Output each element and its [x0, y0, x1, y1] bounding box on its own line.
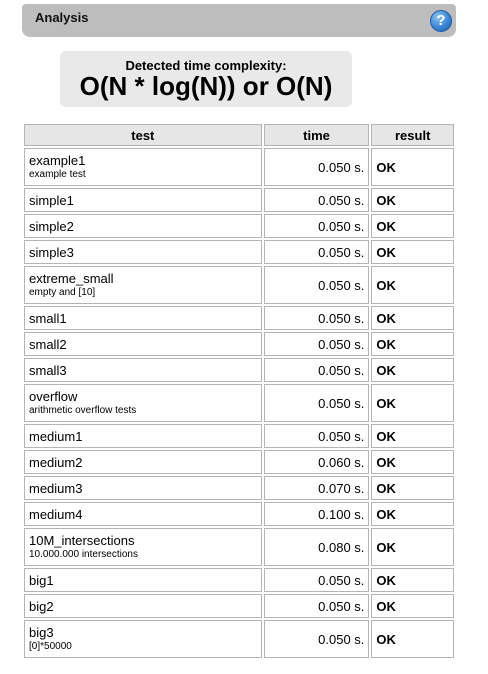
- result-cell: OK: [371, 384, 454, 422]
- time-cell: 0.050 s.: [264, 424, 370, 448]
- time-cell: 0.080 s.: [264, 528, 370, 566]
- complexity-box: [60, 51, 352, 107]
- test-cell: [24, 424, 262, 448]
- test-name: big3: [29, 624, 54, 640]
- result-cell: OK: [371, 594, 454, 618]
- time-cell: 0.050 s.: [264, 384, 370, 422]
- table-row: [24, 148, 454, 186]
- column-header-result: result: [371, 124, 454, 146]
- column-header-test: test: [24, 124, 262, 146]
- panel-title: Analysis: [35, 10, 89, 25]
- table-row: [24, 188, 454, 212]
- time-cell: 0.050 s.: [264, 306, 370, 330]
- table-row: [24, 424, 454, 448]
- table-row: [24, 240, 454, 264]
- test-name: simple2: [29, 218, 74, 234]
- test-cell: [24, 332, 262, 356]
- test-cell: [24, 594, 262, 618]
- result-cell: OK: [371, 502, 454, 526]
- test-description: arithmetic overflow tests: [29, 404, 137, 416]
- test-cell: [24, 214, 262, 238]
- test-name: big2: [29, 598, 54, 614]
- time-cell: 0.060 s.: [264, 450, 370, 474]
- result-cell: OK: [371, 332, 454, 356]
- complexity-label: Detected time complexity:: [125, 58, 287, 73]
- result-cell: OK: [371, 306, 454, 330]
- time-cell: 0.050 s.: [264, 214, 370, 238]
- test-name: 10M_intersections: [29, 532, 135, 548]
- help-icon[interactable]: ?: [430, 10, 452, 32]
- test-name: simple3: [29, 244, 74, 260]
- table-row: [24, 594, 454, 618]
- test-cell: [24, 476, 262, 500]
- test-cell: [24, 240, 262, 264]
- table-row: [24, 502, 454, 526]
- test-cell: [24, 502, 262, 526]
- test-name: medium4: [29, 506, 83, 522]
- test-cell: [24, 568, 262, 592]
- time-cell: 0.100 s.: [264, 502, 370, 526]
- time-cell: 0.050 s.: [264, 568, 370, 592]
- table-row: [24, 306, 454, 330]
- test-cell: [24, 528, 262, 566]
- table-row: [24, 384, 454, 422]
- results-table: [22, 122, 456, 660]
- time-cell: 0.050 s.: [264, 240, 370, 264]
- test-name: overflow: [29, 388, 78, 404]
- result-cell: OK: [371, 214, 454, 238]
- result-cell: OK: [371, 568, 454, 592]
- test-description: 10.000.000 intersections: [29, 548, 138, 560]
- result-cell: OK: [371, 188, 454, 212]
- table-row: [24, 450, 454, 474]
- result-cell: OK: [371, 450, 454, 474]
- complexity-value: O(N * log(N)) or O(N): [79, 71, 333, 101]
- time-cell: 0.050 s.: [264, 266, 370, 304]
- test-name: big1: [29, 572, 54, 588]
- table-row: [24, 266, 454, 304]
- test-name: medium3: [29, 480, 83, 496]
- test-description: example test: [29, 168, 86, 180]
- time-cell: 0.050 s.: [264, 620, 370, 658]
- analysis-header: [22, 4, 456, 37]
- result-cell: OK: [371, 476, 454, 500]
- table-row: [24, 358, 454, 382]
- test-cell: [24, 148, 262, 186]
- time-cell: 0.050 s.: [264, 332, 370, 356]
- result-cell: OK: [371, 358, 454, 382]
- result-cell: OK: [371, 148, 454, 186]
- result-cell: OK: [371, 528, 454, 566]
- table-row: [24, 528, 454, 566]
- test-cell: [24, 358, 262, 382]
- table-row: [24, 476, 454, 500]
- table-row: [24, 620, 454, 658]
- test-description: empty and [10]: [29, 286, 96, 298]
- test-name: small3: [29, 362, 67, 378]
- column-header-time: time: [264, 124, 370, 146]
- table-row: [24, 332, 454, 356]
- test-cell: [24, 384, 262, 422]
- test-description: [0]*50000: [29, 640, 72, 652]
- test-name: small1: [29, 310, 67, 326]
- time-cell: 0.050 s.: [264, 188, 370, 212]
- test-name: medium2: [29, 454, 83, 470]
- time-cell: 0.050 s.: [264, 148, 370, 186]
- table-row: [24, 214, 454, 238]
- result-cell: OK: [371, 424, 454, 448]
- results-body: [24, 148, 454, 658]
- test-name: medium1: [29, 428, 83, 444]
- table-row: [24, 568, 454, 592]
- result-cell: OK: [371, 620, 454, 658]
- test-cell: [24, 266, 262, 304]
- result-cell: OK: [371, 266, 454, 304]
- test-cell: [24, 450, 262, 474]
- time-cell: 0.070 s.: [264, 476, 370, 500]
- test-cell: [24, 188, 262, 212]
- test-name: small2: [29, 336, 67, 352]
- test-name: example1: [29, 152, 86, 168]
- time-cell: 0.050 s.: [264, 594, 370, 618]
- test-name: extreme_small: [29, 270, 114, 286]
- test-name: simple1: [29, 192, 74, 208]
- time-cell: 0.050 s.: [264, 358, 370, 382]
- table-header-row: [24, 124, 454, 146]
- test-cell: [24, 620, 262, 658]
- result-cell: OK: [371, 240, 454, 264]
- test-cell: [24, 306, 262, 330]
